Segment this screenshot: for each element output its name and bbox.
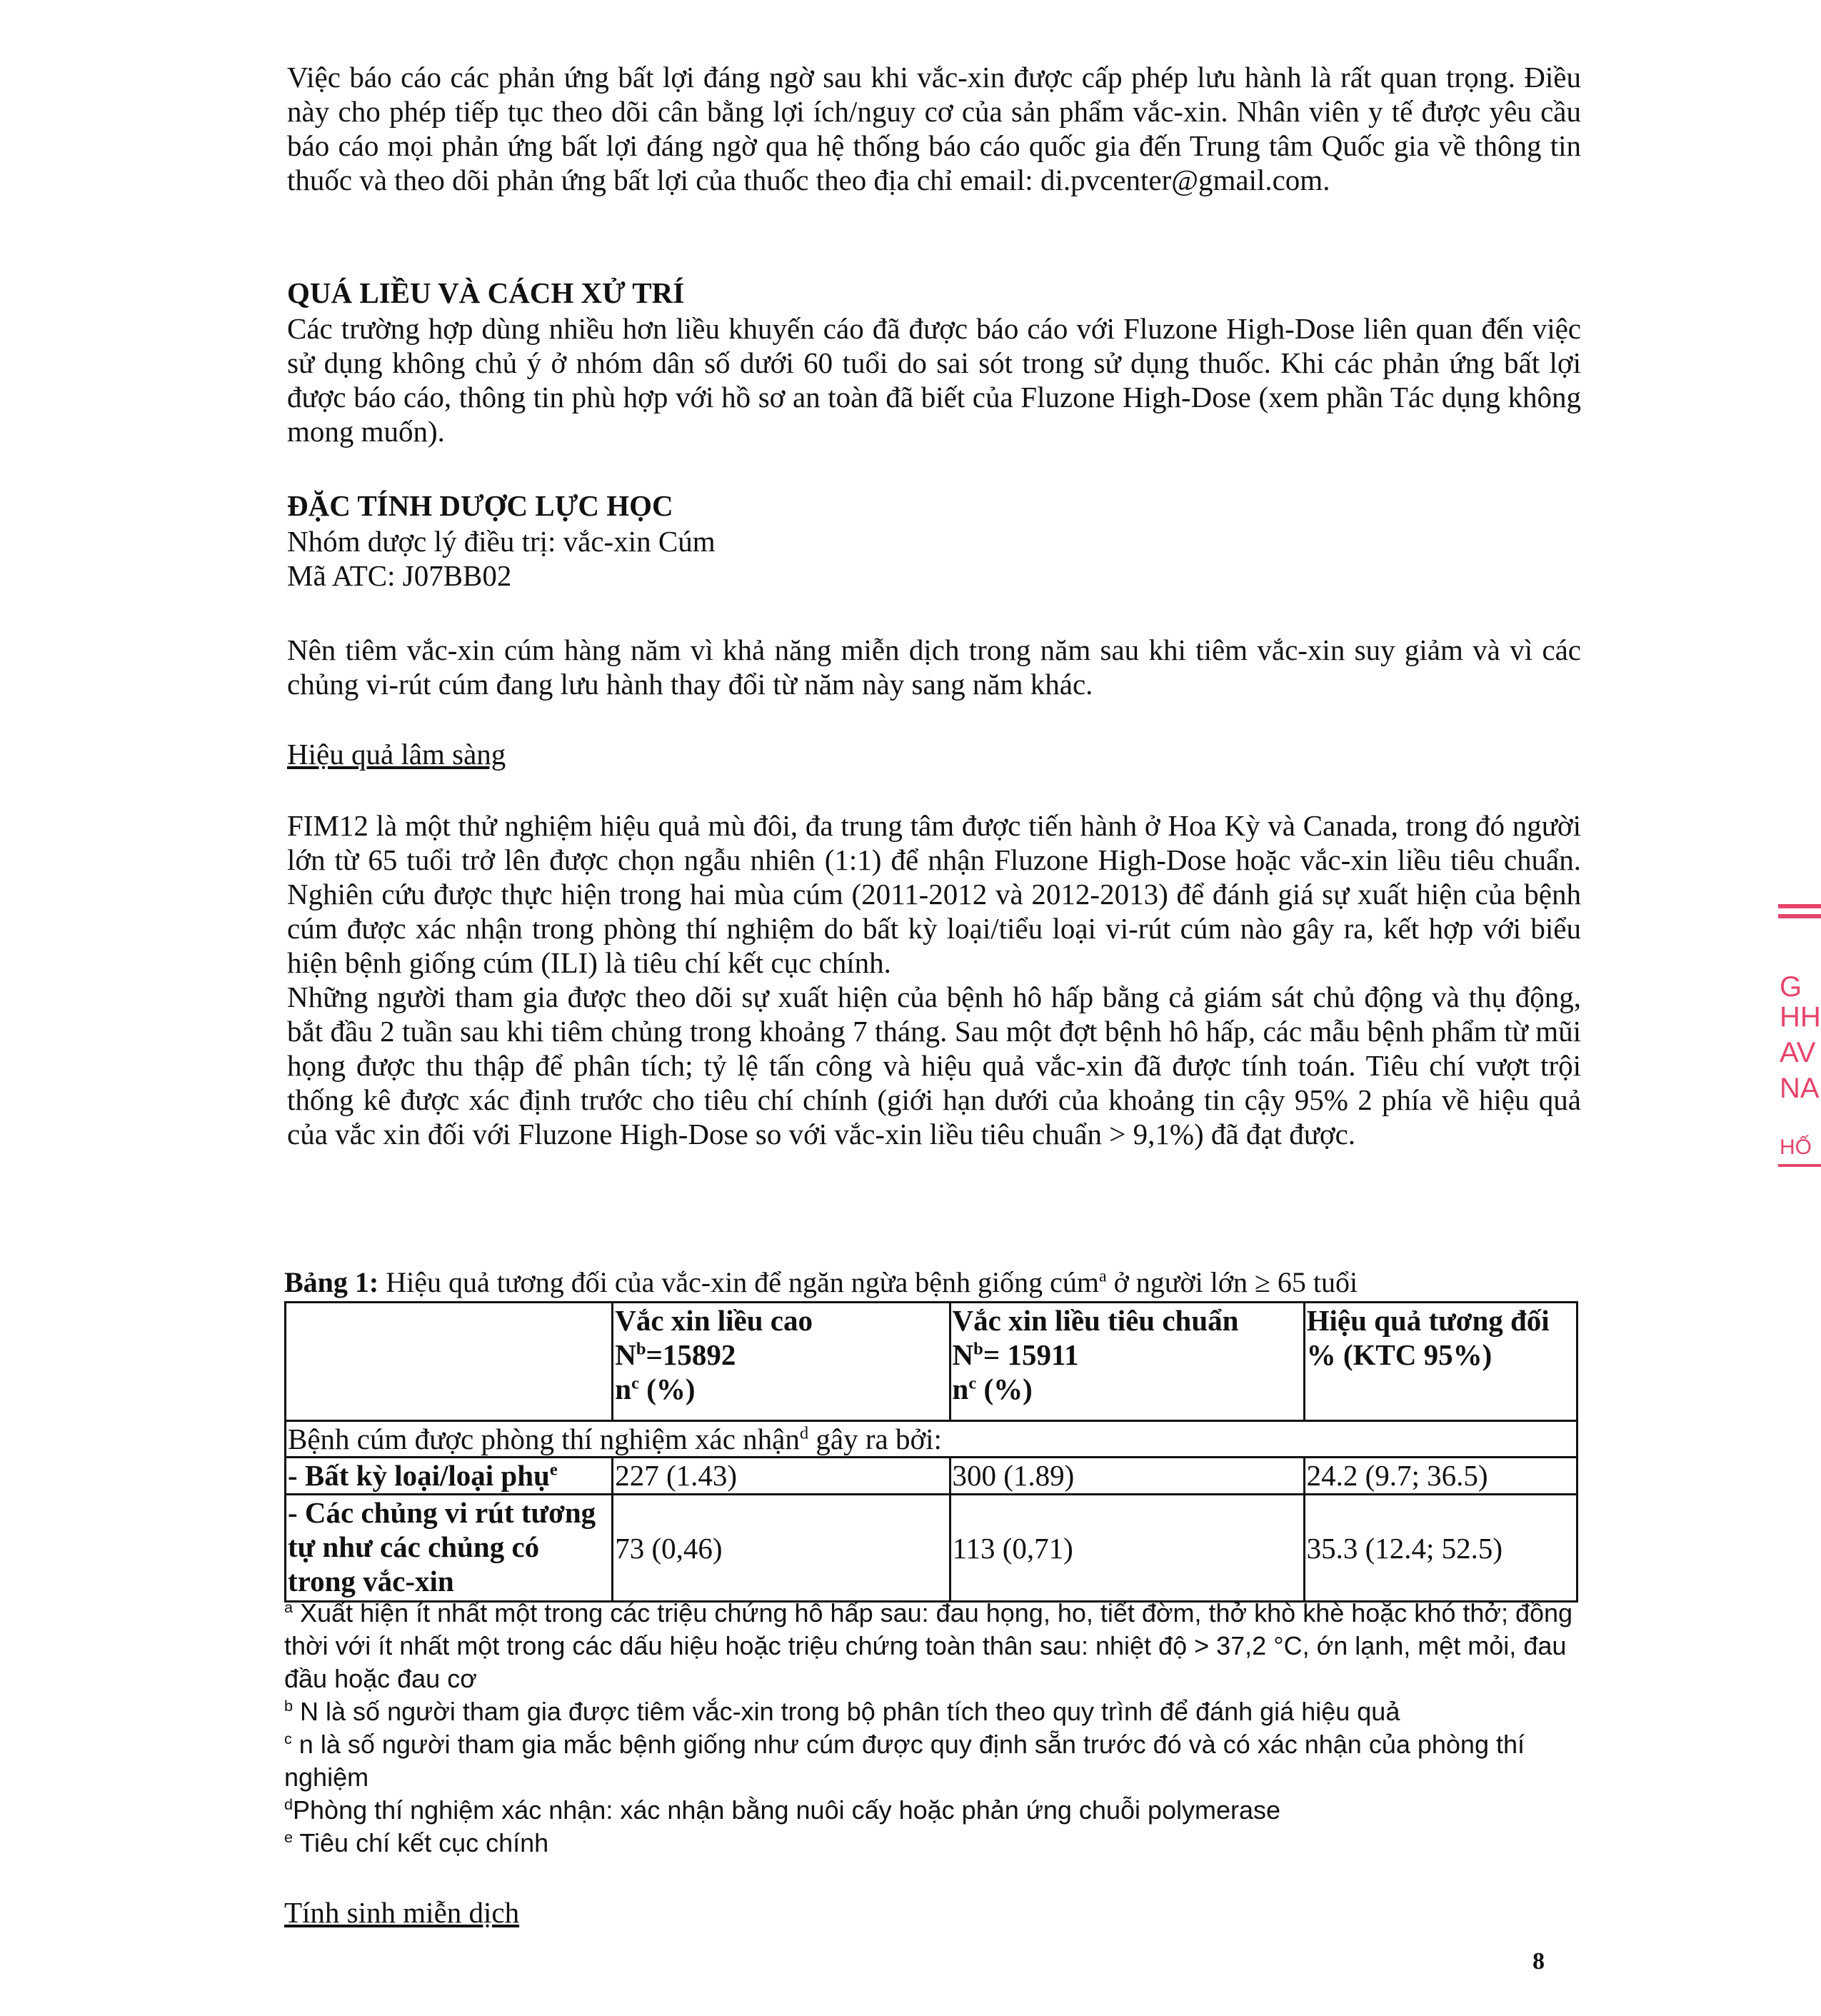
header-relative-efficacy (1304, 1303, 1577, 1421)
stamp-glyph: HH (1780, 1001, 1821, 1033)
intro-paragraph: Việc báo cáo các phản ứng bất lợi đáng ngờ sau khi vắc-xin được cấp phép lưu hành là rất quan trọng. Điều này cho phép tiếp tục theo dõi cân bằng lợi ích/nguy cơ của sản phẩm vắc-xin. Nhân viên y tế được yêu cầu báo cáo mọi phản ứng bất lợi đáng ngờ qua hệ thống báo cáo quốc gia đến Trung tâm Quốc gia về thông tin thuốc và theo dõi phản ứng bất lợi của thuốc theo địa chỉ email: di.pvcenter@gmail.com. (287, 61, 1581, 196)
intro-paragraph-block (287, 60, 1581, 197)
table-header-row (286, 1303, 1577, 1421)
stamp-glyph: G (1780, 971, 1802, 1003)
row1-standard-dose: 300 (1.89) (950, 1458, 1304, 1495)
footnote-b: $^b$ N là số người tham gia được tiêm vắc-xin trong bộ phân tích theo quy trình để đánh giá hiệu quả (284, 1697, 1400, 1726)
row1-relative-efficacy: 24.2 (9.7; 36.5) (1304, 1458, 1577, 1495)
pharmacodynamics-atc: Mã ATC: J07BB02 (287, 559, 512, 592)
table-caption-text: Hiệu quả tương đối của vắc-xin để ngăn ngừa bệnh giống cúm (378, 1266, 1099, 1298)
table-row (286, 1495, 1577, 1602)
header-standard-dose (950, 1303, 1304, 1421)
table-caption-sup: a (1098, 1267, 1107, 1286)
red-stamp-fragment (1777, 893, 1821, 1193)
header-high-dose-n: $N^b=15892$ (615, 1338, 736, 1371)
clinical-trial-paragraph: FIM12 là một thử nghiệm hiệu quả mù đôi, đa trung tâm được tiến hành ở Hoa Kỳ và Canada, trong đó người lớn từ 65 tuổi trở lên được chọn ngẫu nhiên (1:1) để nhận Fluzone High-Dose hoặc vắc-xin liều tiêu chuẩn. Nghiên cứu được thực hiện trong hai mùa cúm (2011-2012 và 2012-2013) để đánh giá sự xuất hiện của bệnh cúm được xác nhận trong phòng thí nghiệm do bất kỳ loại/tiểu loại vi-rút cúm nào gây ra, kết hợp với biểu hiện bệnh giống cúm (ILI) là tiêu chí kết cục chính. (287, 809, 1581, 979)
clinical-trial-block (287, 808, 1581, 1151)
row1-label: - Bất kỳ loại/loại phụ$^e$ (286, 1458, 613, 1495)
row2-standard-dose: 113 (0,71) (950, 1495, 1304, 1602)
immunogenicity-heading: Tính sinh miễn dịch (284, 1896, 520, 1929)
clinical-efficacy-heading: Hiệu quả lâm sàng (287, 738, 506, 771)
overdose-paragraph-block (287, 311, 1581, 448)
section-label-cell: Bệnh cúm được phòng thí nghiệm xác nhận$^d$ gây ra bởi: (286, 1421, 1577, 1458)
table-caption-text-end: ở người lớn ≥ 65 tuổi (1106, 1266, 1358, 1298)
footnote-e: $^e$ Tiêu chí kết cục chính (284, 1828, 549, 1857)
table-caption (284, 1265, 1358, 1300)
header-standard-dose-title: Vắc xin liều tiêu chuẩn (952, 1304, 1239, 1337)
header-high-dose-title: Vắc xin liều cao (615, 1304, 813, 1337)
header-high-dose (613, 1303, 950, 1421)
table-footnotes (284, 1597, 1578, 1860)
annual-vaccination-paragraph: Nên tiêm vắc-xin cúm hàng năm vì khả năng miễn dịch trong năm sau khi tiêm vắc-xin suy giảm và vì các chủng vi-rút cúm đang lưu hành thay đổi từ năm này sang năm khác. (287, 633, 1581, 701)
table-caption-label: Bảng 1: (284, 1266, 379, 1298)
header-relative-efficacy-title: Hiệu quả tương đối (1306, 1304, 1550, 1337)
header-high-dose-percent: $n^c$ (%) (615, 1373, 696, 1405)
page-number: 8 (1532, 1948, 1545, 1975)
row2-relative-efficacy: 35.3 (12.4; 52.5) (1304, 1495, 1577, 1602)
stamp-glyph: AV (1780, 1037, 1816, 1068)
header-empty-cell (286, 1303, 613, 1421)
header-standard-dose-n: $N^b= 15911$ (952, 1338, 1079, 1371)
stamp-glyph: HỐ (1780, 1135, 1812, 1159)
header-standard-dose-percent: $n^c$ (%) (952, 1373, 1033, 1405)
pharmacodynamics-heading: ĐẶC TÍNH DƯỢC LỰC HỌC (287, 489, 673, 522)
overdose-heading: QUÁ LIỀU VÀ CÁCH XỬ TRÍ (287, 276, 685, 309)
efficacy-table (284, 1301, 1578, 1603)
row2-high-dose: 73 (0,46) (613, 1495, 950, 1602)
stamp-glyph: NA (1780, 1073, 1820, 1104)
row2-label: - Các chủng vi rút tương tự như các chủng có trong vắc-xin (286, 1495, 613, 1602)
row1-high-dose: 227 (1.43) (613, 1458, 950, 1495)
annual-vaccination-block (287, 633, 1581, 701)
pharmacodynamics-group: Nhóm dược lý điều trị: vắc-xin Cúm (287, 525, 716, 558)
header-relative-efficacy-unit: % (KTC 95%) (1306, 1338, 1493, 1371)
table-row (286, 1458, 1577, 1495)
footnote-a: $^a$ Xuất hiện ít nhất một trong các triệu chứng hô hấp sau: đau họng, ho, tiết đờm, thở khò khè hoặc khó thở; đồng thời với ít nhất một trong các dấu hiệu hoặc triệu chứng toàn thân sau: nhiệt độ > 37,2 °C, ớn lạnh, mệt mỏi, đau đầu hoặc đau cơ (284, 1598, 1573, 1693)
overdose-paragraph: Các trường hợp dùng nhiều hơn liều khuyến cáo đã được báo cáo với Fluzone High-Dose liên quan đến việc sử dụng không chủ ý ở nhóm dân số dưới 60 tuổi do sai sót trong sử dụng thuốc. Khi các phản ứng bất lợi được báo cáo, thông tin phù hợp với hồ sơ an toàn đã biết của Fluzone High-Dose (xem phần Tác dụng không mong muốn). (287, 312, 1581, 448)
surveillance-paragraph: Những người tham gia được theo dõi sự xuất hiện của bệnh hô hấp bằng cả giám sát chủ động và thụ động, bắt đầu 2 tuần sau khi tiêm chủng trong khoảng 7 tháng. Sau một đợt bệnh hô hấp, các mẫu bệnh phẩm từ mũi họng được thu thập để phân tích; tỷ lệ tấn công và hiệu quả vắc-xin đã được tính toán. Tiêu chí vượt trội thống kê được xác định trước cho tiêu chí chính (giới hạn dưới của khoảng tin cậy 95% 2 phía về hiệu quả của vắc xin đối với Fluzone High-Dose so với vắc-xin liều tiêu chuẩn > 9,1%) đã đạt được. (287, 981, 1581, 1150)
footnote-c: $^c$ n là số người tham gia mắc bệnh giống như cúm được quy định sẵn trước đó và có xác nhận của phòng thí nghiệm (284, 1730, 1525, 1792)
footnote-d: $^d$Phòng thí nghiệm xác nhận: xác nhận bằng nuôi cấy hoặc phản ứng chuỗi polymerase (284, 1795, 1281, 1825)
table-section-row (286, 1421, 1577, 1458)
